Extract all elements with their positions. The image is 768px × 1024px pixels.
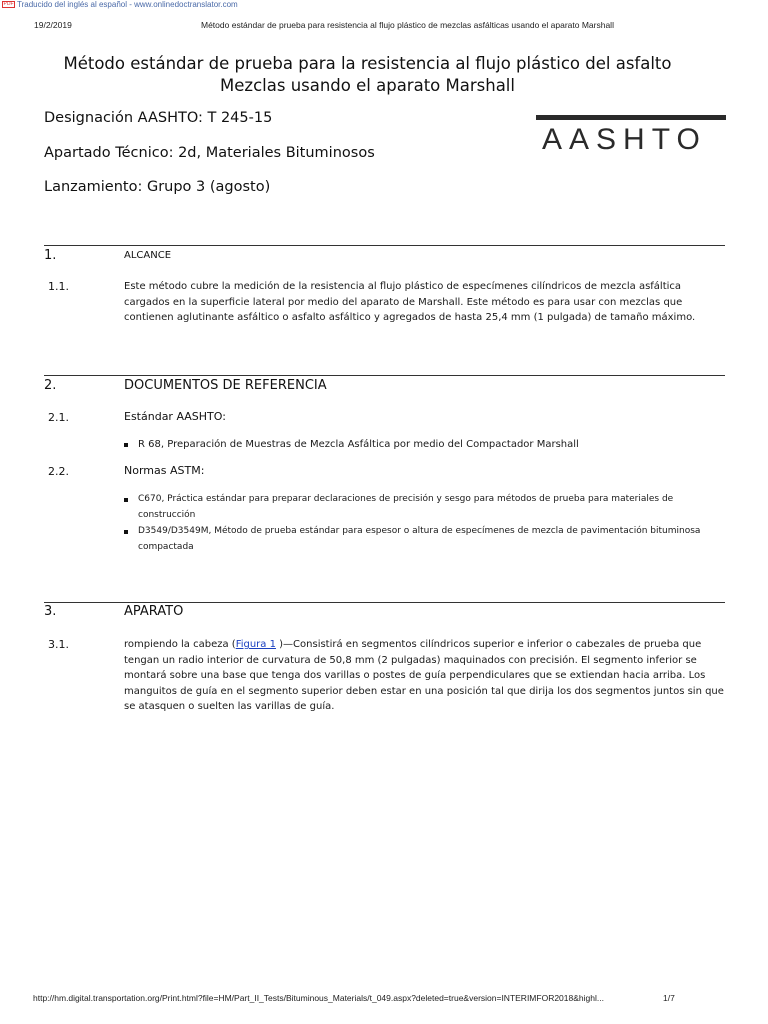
logo-bar xyxy=(536,115,726,120)
section-divider xyxy=(44,375,725,376)
figure-1-link[interactable]: Figura 1 xyxy=(235,639,276,650)
release: Lanzamiento: Grupo 3 (agosto) xyxy=(44,179,271,195)
subsection-number: 2.2. xyxy=(48,465,69,478)
section-number: 2. xyxy=(44,378,57,393)
document-title-line-1: Método estándar de prueba para la resistencia al flujo plástico del asfalto xyxy=(63,54,672,73)
footer-page: 1/7 xyxy=(663,993,675,1003)
translator-bar[interactable] xyxy=(0,0,768,9)
document-title-line-2: Mezclas usando el aparato Marshall xyxy=(220,76,515,95)
header-doc-title: Método estándar de prueba para resistencia al flujo plástico de mezclas asfálticas usando el aparato Marshall xyxy=(201,20,614,30)
bullet-icon xyxy=(124,498,128,502)
section-divider xyxy=(44,602,725,603)
translator-text[interactable]: Traducido del inglés al español - www.onlinedoctranslator.com xyxy=(17,0,238,9)
bullet-icon xyxy=(124,530,128,534)
list-item: R 68, Preparación de Muestras de Mezcla Asfáltica por medio del Compactador Marshall xyxy=(124,437,719,453)
pdf-icon: PDF xyxy=(3,1,14,7)
section-title: APARATO xyxy=(124,604,184,619)
subsection-label: Normas ASTM: xyxy=(124,464,205,477)
section-divider xyxy=(44,245,725,246)
section-title: DOCUMENTOS DE REFERENCIA xyxy=(124,378,327,393)
subsection-number: 1.1. xyxy=(48,280,69,293)
designation: Designación AASHTO: T 245-15 xyxy=(44,110,273,126)
subsection-text: rompiendo la cabeza (Figura 1 )—Consistirá en segmentos cilíndricos superior e inferior o cabezales de prueba que tengan un radio interior de curvatura de 50,8 mm (2 pulgadas) maquinados con precisión. El segmento inferior se montará sobre una base que tenga dos varillas o postes de guía perpendiculares que se extiendan hacia arriba. Los manguitos de guía en el segmento superior deben estar en una posición tal que dirija los dos segmentos juntos sin que se atasquen o suelten las varillas de guía. xyxy=(124,639,724,712)
subsection-text: Este método cubre la medición de la resistencia al flujo plástico de especímenes cilíndricos de mezcla asfáltica cargados en la superficie lateral por medio del aparato de Marshall. Este método es para usar con mezclas que contienen aglutinante asfáltico o asfalto asfáltico y agregados de hasta 25,4 mm (1 pulgada) de tamaño máximo. xyxy=(124,281,696,323)
header-date: 19/2/2019 xyxy=(34,20,72,30)
list-item: C670, Práctica estándar para preparar declaraciones de precisión y sesgo para métodos de prueba para materiales de construcción xyxy=(124,492,719,523)
subsection-number: 3.1. xyxy=(48,638,69,651)
list-item: D3549/D3549M, Método de prueba estándar para espesor o altura de especímenes de mezcla de pavimentación bituminosa compactada xyxy=(124,524,719,555)
section-number: 1. xyxy=(44,248,57,263)
footer-url: http://hm.digital.transportation.org/Print.html?file=HM/Part_II_Tests/Bituminous_Materials/t_049.aspx?deleted=true&version=INTERIMFOR2018&highl... xyxy=(33,993,604,1003)
aashto-logo xyxy=(536,115,726,155)
subsection-number: 2.1. xyxy=(48,411,69,424)
section-title: ALCANCE xyxy=(124,250,172,261)
technical-section: Apartado Técnico: 2d, Materiales Bituminosos xyxy=(44,145,375,161)
logo-text: AASHTO xyxy=(542,123,707,156)
bullet-icon xyxy=(124,443,128,447)
section-number: 3. xyxy=(44,604,57,619)
subsection-label: Estándar AASHTO: xyxy=(124,410,226,423)
